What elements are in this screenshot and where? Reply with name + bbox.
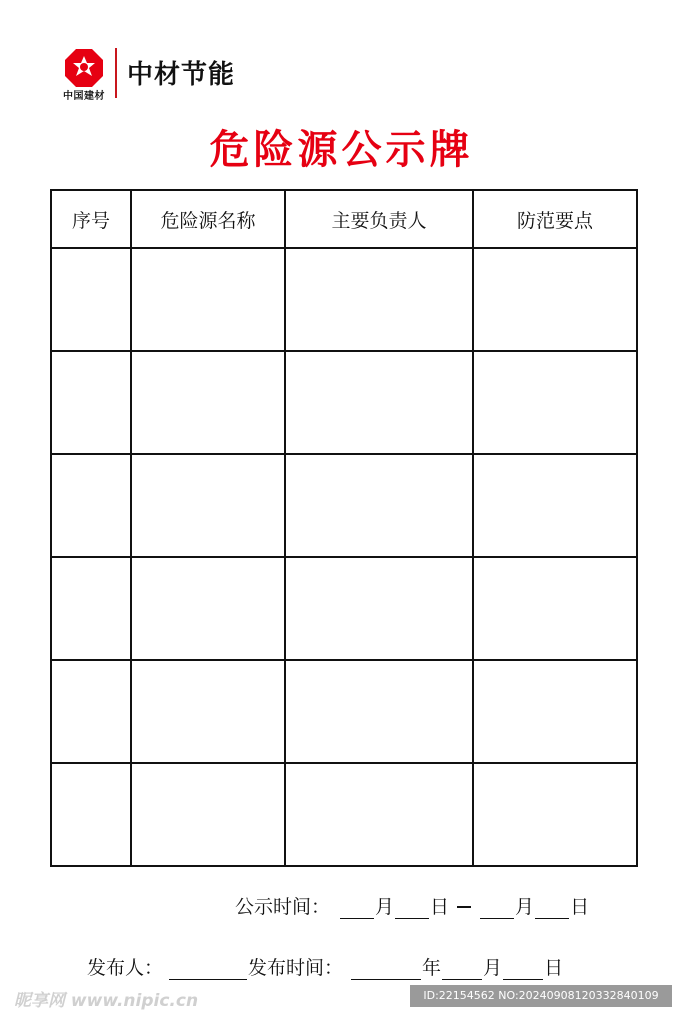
notice-end-day-blank[interactable] xyxy=(535,898,569,919)
table-cell[interactable] xyxy=(473,763,637,866)
notice-start-month-label: 月 xyxy=(375,896,395,918)
table-cell[interactable] xyxy=(51,454,131,557)
notice-start-month-blank[interactable] xyxy=(340,898,374,919)
notice-time-label: 公示时间： xyxy=(235,896,331,918)
header-prevention-points: 防范要点 xyxy=(473,190,637,248)
header-index: 序号 xyxy=(51,190,131,248)
table-cell[interactable] xyxy=(473,454,637,557)
notice-start-day-blank[interactable] xyxy=(395,898,429,919)
publisher-blank[interactable] xyxy=(169,959,247,980)
page-title: 危险源公示牌 xyxy=(209,127,474,173)
table-cell[interactable] xyxy=(131,248,285,351)
notice-end-month-blank[interactable] xyxy=(480,898,514,919)
logo-icon xyxy=(64,48,104,88)
table-cell[interactable] xyxy=(51,351,131,454)
table-cell[interactable] xyxy=(285,557,473,660)
table-cell[interactable] xyxy=(285,763,473,866)
publish-year-blank[interactable] xyxy=(351,959,421,980)
table-cell[interactable] xyxy=(131,557,285,660)
header-responsible-person: 主要负责人 xyxy=(285,190,473,248)
range-dash xyxy=(457,906,471,908)
table-header-row xyxy=(51,190,637,248)
brand-name: 中材节能 xyxy=(127,60,236,90)
notice-end-day-label: 日 xyxy=(570,896,590,918)
publish-time-label: 发布时间： xyxy=(248,957,344,979)
table-cell[interactable] xyxy=(285,454,473,557)
table-cell[interactable] xyxy=(51,248,131,351)
notice-start-day-label: 日 xyxy=(430,896,450,918)
publish-day-blank[interactable] xyxy=(503,959,543,980)
hazard-table xyxy=(50,189,638,867)
table-cell[interactable] xyxy=(131,454,285,557)
table-cell[interactable] xyxy=(51,763,131,866)
logo-subtitle: 中国建材 xyxy=(63,91,105,102)
logo-divider xyxy=(115,48,117,98)
publish-day-label: 日 xyxy=(544,957,564,979)
table-cell[interactable] xyxy=(285,248,473,351)
table-row xyxy=(51,454,637,557)
table-cell[interactable] xyxy=(131,660,285,763)
table-row xyxy=(51,763,637,866)
table-row xyxy=(51,248,637,351)
notice-end-month-label: 月 xyxy=(515,896,535,918)
table-cell[interactable] xyxy=(131,351,285,454)
table-cell[interactable] xyxy=(131,763,285,866)
publish-month-label: 月 xyxy=(483,957,503,979)
header-hazard-name: 危险源名称 xyxy=(131,190,285,248)
watermark-site: 昵享网 www.nipic.cn xyxy=(14,991,199,1011)
publisher-line xyxy=(87,953,563,980)
watermark-id: ID:22154562 NO:20240908120332840109 xyxy=(410,985,672,1007)
table-cell[interactable] xyxy=(285,660,473,763)
table-row xyxy=(51,557,637,660)
publish-year-label: 年 xyxy=(422,957,442,979)
table-cell[interactable] xyxy=(285,351,473,454)
table-cell[interactable] xyxy=(473,351,637,454)
table-row xyxy=(51,660,637,763)
table-cell[interactable] xyxy=(51,660,131,763)
notice-time-line xyxy=(235,892,589,919)
publish-month-blank[interactable] xyxy=(442,959,482,980)
table-cell[interactable] xyxy=(51,557,131,660)
table-cell[interactable] xyxy=(473,557,637,660)
table-cell[interactable] xyxy=(473,248,637,351)
table-row xyxy=(51,351,637,454)
publisher-label: 发布人： xyxy=(87,957,164,979)
table-cell[interactable] xyxy=(473,660,637,763)
